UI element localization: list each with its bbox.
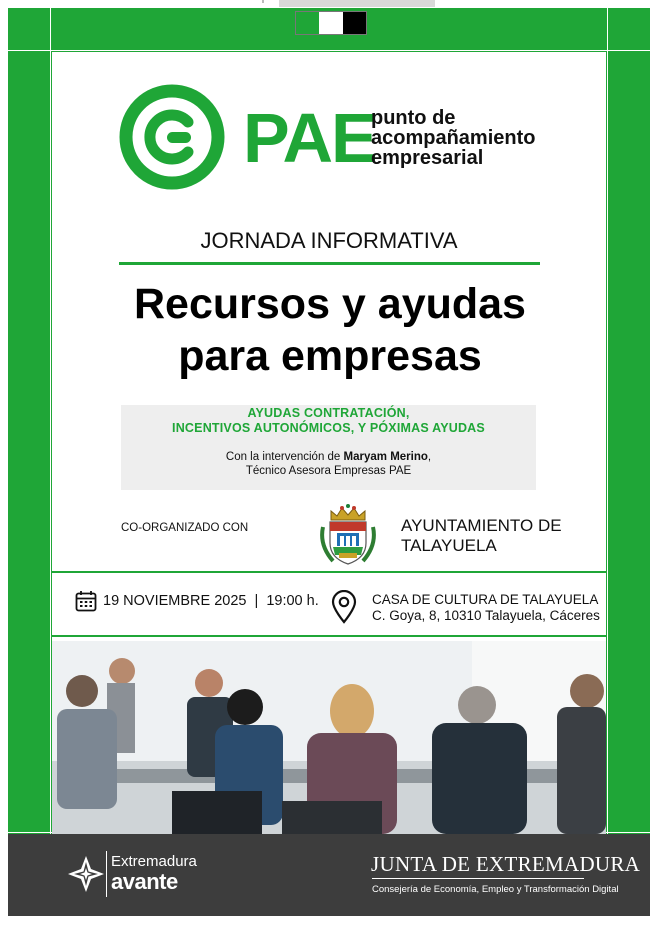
venue-name: CASA DE CULTURA DE TALAYUELA — [372, 592, 599, 607]
topic-line: INCENTIVOS AUTONÓMICOS, Y PÓXIMAS AYUDAS — [172, 421, 485, 435]
details-rule-bottom — [52, 635, 606, 637]
map-pin-icon — [331, 590, 357, 624]
frame-line-top — [8, 50, 650, 51]
top-strip — [0, 0, 658, 8]
top-bar — [279, 0, 435, 7]
top-tick — [262, 0, 264, 3]
frame-line-left — [50, 8, 51, 834]
event-time: 19:00 h. — [266, 593, 319, 609]
frame-line-right — [607, 8, 608, 834]
event-datetime — [103, 593, 319, 609]
event-title-line: para empresas — [178, 332, 482, 380]
coorganizer-label: CO-ORGANIZADO CON — [121, 522, 249, 534]
coorganizer-name-line: TALAYUELA — [401, 536, 497, 555]
speaker-role: Técnico Asesora Empresas PAE — [245, 465, 412, 477]
municipal-crest-icon — [317, 503, 379, 569]
footer-right-subtitle: Consejería de Economía, Empleo y Transformación Digital — [372, 884, 619, 895]
pae-logo-icon — [119, 84, 225, 190]
event-kicker: JORNADA INFORMATIVA — [200, 228, 458, 253]
pae-subtitle-line: empresarial — [371, 147, 484, 169]
calendar-icon — [75, 590, 97, 612]
venue-address: C. Goya, 8, 10310 Talayuela, Cáceres — [372, 608, 600, 623]
footer-left-line2: avante — [111, 869, 178, 894]
coorganizer-name-line: AYUNTAMIENTO DE — [401, 516, 562, 535]
event-date: 19 NOVIEMBRE 2025 — [103, 593, 247, 609]
speaker-suffix: , — [427, 451, 432, 463]
pae-brand: PAE — [243, 99, 376, 177]
title-divider — [119, 262, 540, 265]
event-title-line: Recursos y ayudas — [134, 280, 526, 328]
footer-right-divider — [372, 878, 584, 879]
topics-box — [121, 405, 536, 490]
speaker-prefix: Con la intervención de — [225, 451, 344, 463]
meeting-illustration — [52, 641, 606, 834]
speaker-line — [121, 450, 536, 464]
speaker-name: Maryam Merino — [343, 451, 428, 463]
topic-line: AYUDAS CONTRATACIÓN, — [247, 406, 410, 420]
pae-subtitle — [371, 108, 535, 168]
footer-right-title: JUNTA DE EXTREMADURA — [371, 852, 641, 876]
datetime-separator: | — [254, 593, 259, 609]
extremadura-avante-logo-icon — [66, 854, 106, 894]
event-title — [60, 278, 600, 382]
event-location — [372, 592, 600, 624]
pae-subtitle-line: punto de — [371, 107, 456, 129]
meeting-photo — [52, 641, 606, 834]
coorganizer-name — [401, 516, 562, 556]
footer-logo-divider — [106, 851, 107, 897]
footer-left-line1: Extremadura — [111, 853, 197, 870]
pae-subtitle-line: acompañamiento — [371, 127, 536, 149]
extremadura-flag-icon — [295, 11, 367, 35]
details-rule-top — [52, 571, 606, 573]
